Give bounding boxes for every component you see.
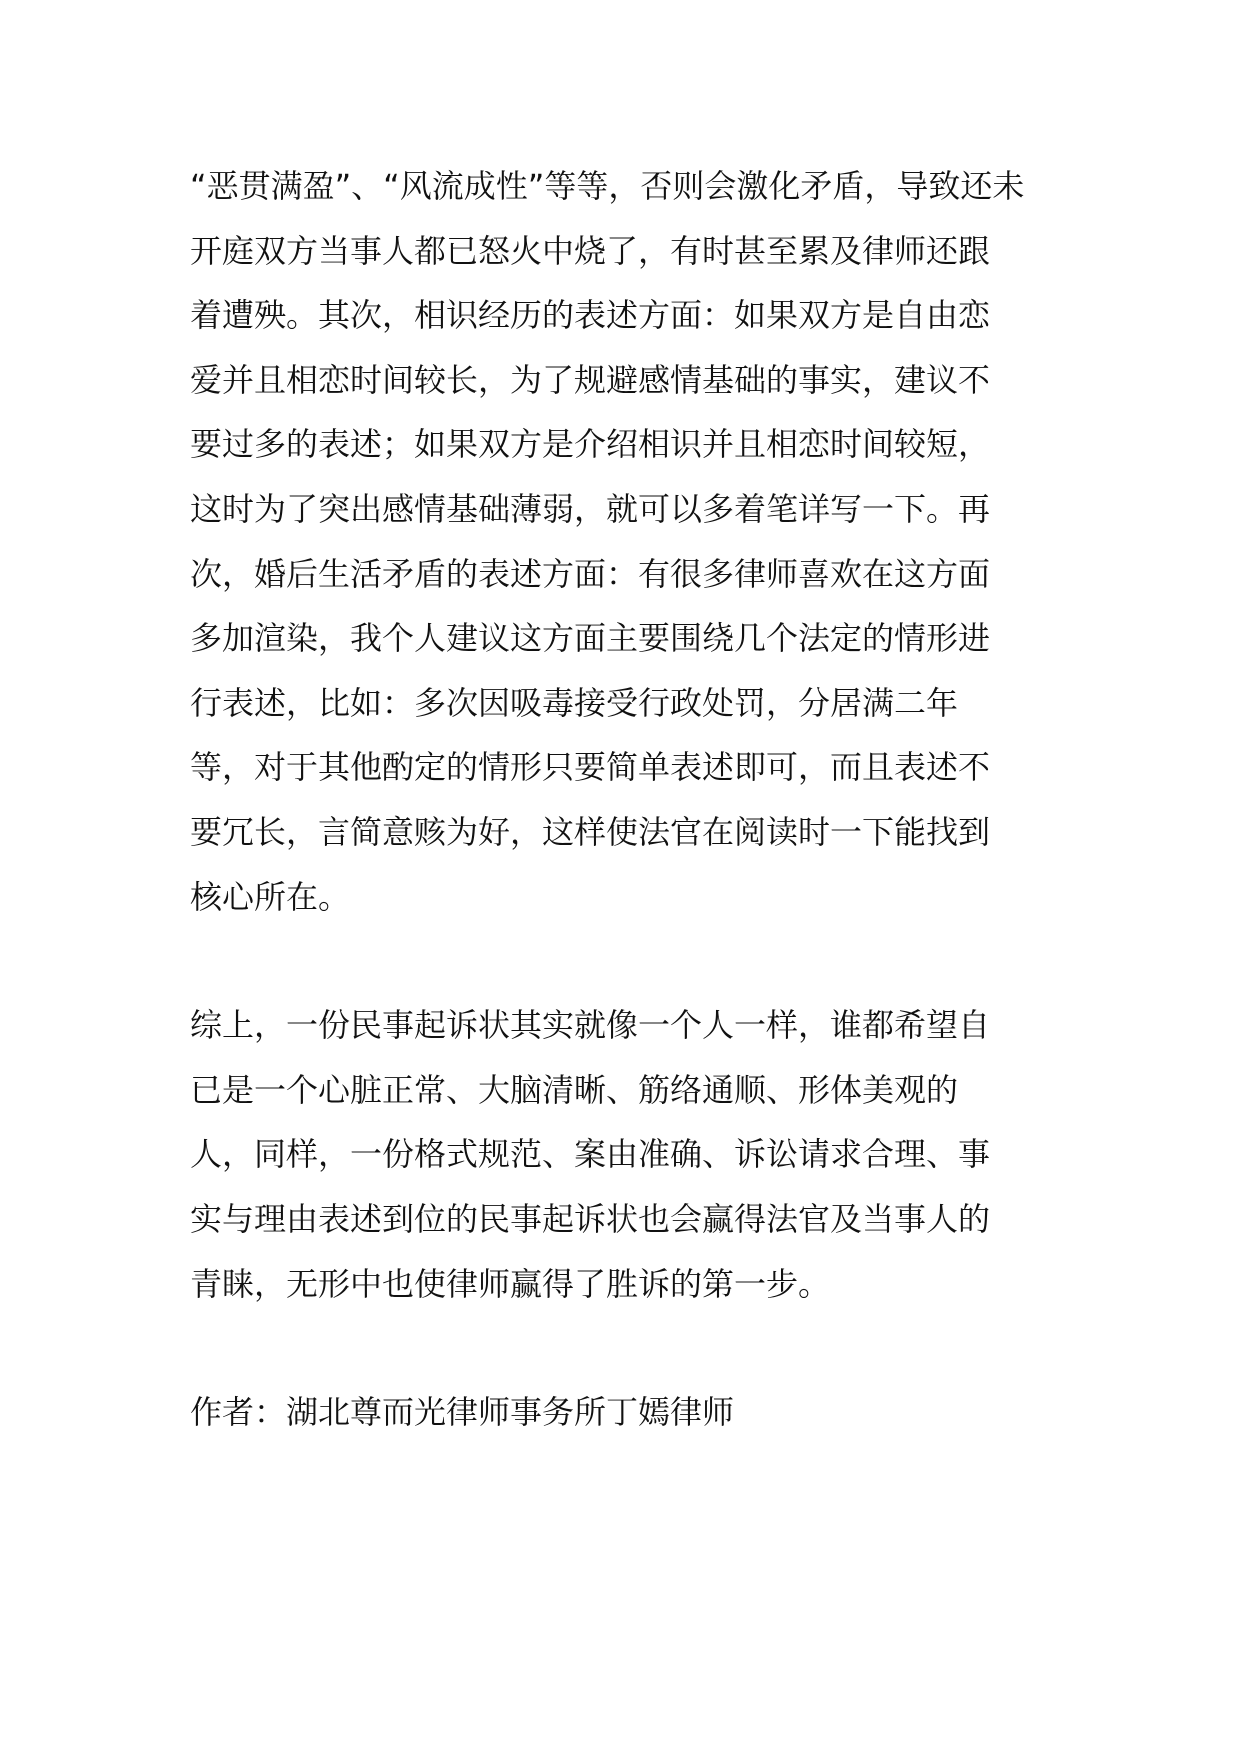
paragraph-2 <box>190 993 1050 1316</box>
text-line: 这时为了突出感情基础薄弱，就可以多着笔详写一下。再 <box>190 489 991 528</box>
paragraph-spacer <box>190 1316 1050 1380</box>
text-line: 开庭双方当事人都已怒火中烧了，有时甚至累及律师还跟 <box>190 231 991 270</box>
document-body <box>190 154 1050 1445</box>
text-line: 综上，一份民事起诉状其实就像一个人一样，谁都希望自 <box>190 1006 991 1045</box>
text-line: 人，同样，一份格式规范、案由准确、诉讼请求合理、事 <box>190 1135 991 1174</box>
text-line: 行表述，比如：多次因吸毒接受行政处罚，分居满二年 <box>190 683 959 722</box>
text-line: 要冗长，言简意赅为好，这样使法官在阅读时一下能找到 <box>190 812 991 851</box>
text-line: 着遭殃。其次，相识经历的表述方面：如果双方是自由恋 <box>190 296 991 335</box>
text-line: 实与理由表述到位的民事起诉状也会赢得法官及当事人的 <box>190 1199 991 1238</box>
text-line: 等，对于其他酌定的情形只要简单表述即可，而且表述不 <box>190 748 991 787</box>
text-line: 要过多的表述；如果双方是介绍相识并且相恋时间较短， <box>190 425 991 464</box>
text-line: 青睐，无形中也使律师赢得了胜诉的第一步。 <box>190 1264 831 1303</box>
text-line: “恶贯满盈”、“风流成性”等等，否则会激化矛盾，导致还未 <box>190 167 1025 205</box>
text-line: 次，婚后生活矛盾的表述方面：有很多律师喜欢在这方面 <box>190 554 991 593</box>
paragraph-spacer <box>190 929 1050 993</box>
text-line: 已是一个心脏正常、大脑清晰、筋络通顺、形体美观的 <box>190 1070 959 1109</box>
text-line: 核心所在。 <box>190 877 351 916</box>
text-line: 爱并且相恋时间较长，为了规避感情基础的事实，建议不 <box>190 360 991 399</box>
paragraph-1 <box>190 154 1050 929</box>
text-line: 多加渲染，我个人建议这方面主要围绕几个法定的情形进 <box>190 619 991 658</box>
author-line: 作者：湖北尊而光律师事务所丁嫣律师 <box>190 1393 735 1432</box>
